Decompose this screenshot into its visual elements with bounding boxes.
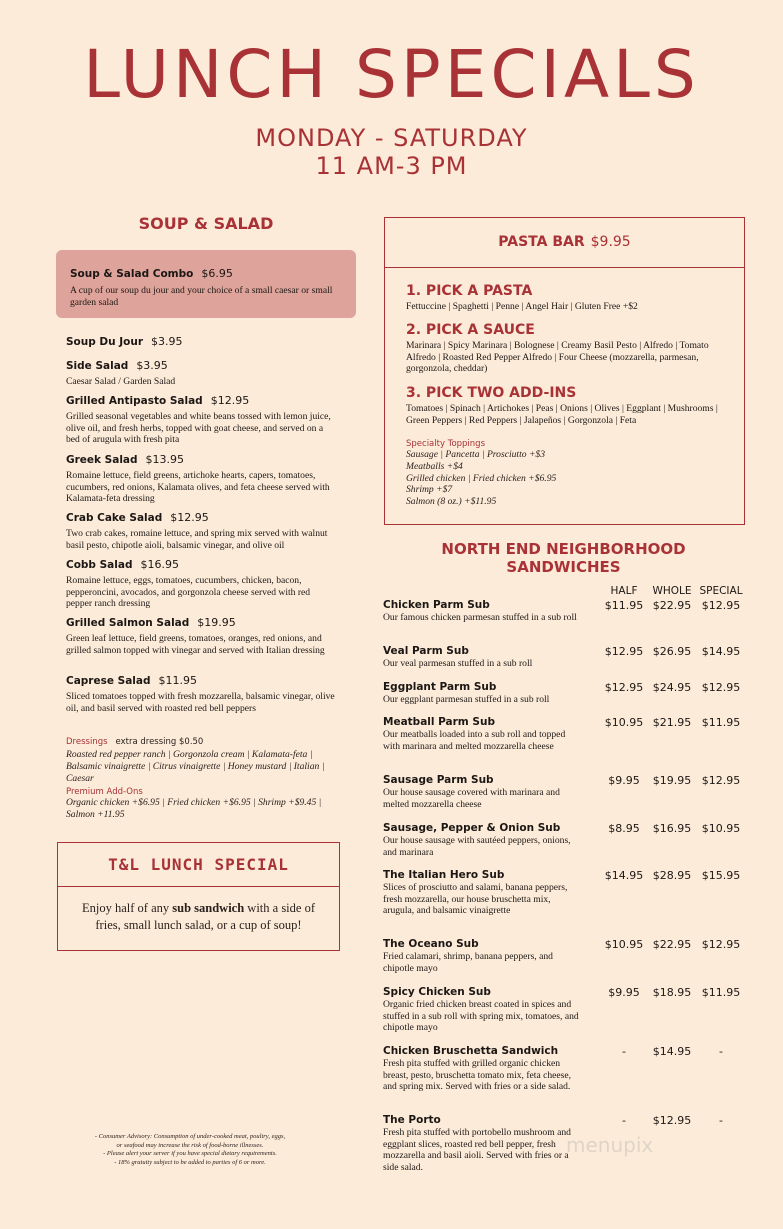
col-half: HALF: [610, 585, 638, 597]
addons-block: [66, 787, 336, 821]
price-half: -: [622, 1045, 626, 1058]
specialty-line: Meatballs +$4: [406, 460, 463, 472]
sandwich-desc: Fresh pita stuffed with portobello mushroom and eggplant slices, roasted red bell pepper, fresh mozzarella and basil aioli. Served with fries or a side salad.: [383, 1127, 571, 1173]
pasta-step: [406, 385, 726, 426]
sandwich-desc: Our famous chicken parmesan stuffed in a sub roll: [383, 612, 577, 623]
sandwich-name: Sausage, Pepper & Onion Sub: [383, 822, 561, 834]
price-half: $14.95: [604, 869, 644, 882]
sandwich-item: [383, 869, 583, 917]
dressings-list: Roasted red pepper ranch | Gorgonzola cream | Kalamata-feta | Balsamic vinaigrette | Citrus vinaigrette | Honey mustard | Italian | Caesar: [66, 749, 325, 784]
price-special: $12.95: [701, 938, 741, 951]
menu-item: [66, 391, 336, 446]
price-whole: $22.95: [652, 599, 692, 612]
tl-divider: [58, 886, 339, 887]
advisory-line: - 18% gratuity subject to be added to parties of 6 or more.: [114, 1158, 266, 1166]
price-special: $11.95: [701, 986, 741, 999]
item-desc: Romaine lettuce, field greens, artichoke hearts, capers, tomatoes, cucumbers, red onions, Kalamata olives, and feta cheese served with Kalamata-feta dressing: [66, 470, 330, 505]
sandwich-desc: Organic fried chicken breast coated in spices and stuffed in a sub roll with spring mix, tomatoes, and chipotle mayo: [383, 999, 579, 1034]
price-whole: $16.95: [652, 822, 692, 835]
item-desc: Caesar Salad / Garden Salad: [66, 376, 176, 387]
sandwich-desc: Our meatballs loaded into a sub roll and topped with marinara and melted mozzarella cheese: [383, 729, 566, 752]
price-half: $12.95: [604, 645, 644, 658]
combo-item: [70, 264, 350, 308]
sandwich-name: Eggplant Parm Sub: [383, 681, 497, 693]
price-half: $10.95: [604, 716, 644, 729]
advisory-line: - Consumer Advisory: Consumption of under-cooked meat, poultry, eggs,: [94, 1133, 286, 1140]
price-whole: $26.95: [652, 645, 692, 658]
sandwich-item: [383, 938, 583, 974]
pasta-step: [406, 322, 726, 375]
tl-text-after: with a side of fries, small lunch salad, or a cup of soup!: [95, 901, 315, 932]
price-whole: $19.95: [652, 774, 692, 787]
item-price: $12.95: [170, 511, 209, 524]
watermark: menupix: [566, 1133, 654, 1157]
pasta-divider: [385, 267, 744, 268]
tl-special-heading: T&L LUNCH SPECIAL: [108, 855, 289, 874]
sandwich-item: [383, 986, 583, 1034]
price-special: $12.95: [701, 774, 741, 787]
price-special: $14.95: [701, 645, 741, 658]
price-special: $15.95: [701, 869, 741, 882]
price-half: $11.95: [604, 599, 644, 612]
price-special: $12.95: [701, 599, 741, 612]
sandwich-item: [383, 774, 583, 810]
price-half: $12.95: [604, 681, 644, 694]
price-special: $10.95: [701, 822, 741, 835]
soup-salad-heading: SOUP & SALAD: [138, 214, 274, 233]
sandwich-desc: Our house sausage with sautéed peppers, onions, and marinara: [383, 835, 571, 858]
item-name: Caprese Salad: [66, 675, 151, 687]
item-price: $13.95: [145, 453, 185, 466]
price-half: $9.95: [608, 986, 640, 999]
pasta-step-title: 1. PICK A PASTA: [406, 283, 533, 299]
item-name: Grilled Salmon Salad: [66, 617, 190, 629]
combo-desc: A cup of our soup du jour and your choice of a small caesar or small garden salad: [70, 285, 333, 308]
tl-special-text: [72, 900, 325, 934]
col-special: SPECIAL: [699, 585, 743, 597]
price-special: $11.95: [701, 716, 741, 729]
pasta-bar-header: [385, 233, 744, 251]
hours-subtitle: 11 AM-3 PM: [315, 152, 468, 180]
item-name: Cobb Salad: [66, 559, 133, 571]
item-price: $3.95: [136, 359, 168, 372]
item-price: $12.95: [210, 394, 250, 407]
sandwich-item: [383, 1114, 583, 1173]
price-half: $10.95: [604, 938, 644, 951]
sandwich-name: The Italian Hero Sub: [383, 869, 505, 881]
sandwich-name: Chicken Parm Sub: [383, 599, 490, 611]
pasta-bar-box: [384, 217, 745, 525]
menu-item: [66, 555, 336, 610]
item-desc: Two crab cakes, romaine lettuce, and spring mix served with walnut basil pesto, chipotle aioli, balsamic vinegar, and olive oil: [66, 528, 328, 551]
pasta-step: [406, 283, 726, 313]
sandwich-item: [383, 716, 583, 752]
price-whole: $28.95: [652, 869, 692, 882]
advisory-line: or seafood may increase the risk of food-borne illnesses.: [116, 1141, 264, 1149]
specialty-line: Shrimp +$7: [406, 484, 453, 496]
price-whole: $12.95: [652, 1114, 692, 1127]
item-price: $16.95: [140, 558, 179, 571]
item-desc: Romaine lettuce, eggs, tomatoes, cucumbers, chicken, bacon, pepperoncini, avocados, and gorgonzola cheese served with red pepper ranch dressing: [66, 575, 311, 610]
sandwich-name: Sausage Parm Sub: [383, 774, 494, 786]
specialty-line: Grilled chicken | Fried chicken +$6.95: [406, 472, 557, 484]
advisory-line: - Please alert your server if you have special dietary requirements.: [103, 1150, 277, 1158]
addons-list: Organic chicken +$6.95 | Fried chicken +$6.95 | Shrimp +$9.45 | Salmon +11.95: [66, 797, 322, 820]
price-half: -: [622, 1114, 626, 1127]
price-whole: $22.95: [652, 938, 692, 951]
tl-text-before: Enjoy half of any: [81, 901, 173, 915]
days-subtitle: MONDAY - SATURDAY: [255, 124, 528, 152]
page-title: LUNCH SPECIALS: [83, 36, 700, 113]
sandwich-desc: Slices of prosciutto and salami, banana peppers, fresh mozzarella, our house bruschetta mix, arugula, and balsamic vinaigrette: [383, 882, 568, 917]
sandwiches-heading: NORTH END NEIGHBORHOOD SANDWICHES: [441, 540, 686, 576]
sandwich-desc: Our veal parmesan stuffed in a sub roll: [383, 658, 533, 669]
sandwich-item: [383, 822, 583, 858]
price-whole: $21.95: [652, 716, 692, 729]
specialty-toppings: [406, 439, 726, 508]
sandwich-name: The Oceano Sub: [383, 938, 479, 950]
item-name: Grilled Antipasto Salad: [66, 395, 203, 407]
pasta-step-desc: Marinara | Spicy Marinara | Bolognese | Creamy Basil Pesto | Alfredo | Tomato Alfredo | Roasted Red Pepper Alfredo | Four Cheese (mozzarella, parmesan, gorgonzola, cheddar): [406, 340, 709, 375]
menu-item: [66, 332, 336, 350]
item-desc: Green leaf lettuce, field greens, tomatoes, oranges, red onions, and grilled salmon topped with vinegar and served with Italian dressing: [66, 633, 325, 656]
price-half: $9.95: [608, 774, 640, 787]
pasta-step-title: 3. PICK TWO ADD-INS: [406, 385, 577, 401]
consumer-advisory: [70, 1133, 310, 1167]
sandwich-name: Spicy Chicken Sub: [383, 986, 491, 998]
pasta-step-title: 2. PICK A SAUCE: [406, 322, 535, 338]
combo-price: $6.95: [201, 267, 233, 280]
menu-item: [66, 508, 336, 551]
item-price: $3.95: [151, 335, 183, 348]
specialty-label: Specialty Toppings: [406, 439, 486, 449]
sandwich-item: [383, 681, 583, 706]
dressings-label: Dressings: [66, 737, 108, 747]
item-name: Soup Du Jour: [66, 336, 144, 348]
sandwich-name: Chicken Bruschetta Sandwich: [383, 1045, 559, 1057]
price-special: $12.95: [701, 681, 741, 694]
tl-special-box: [57, 842, 340, 951]
dressings-block: [66, 731, 336, 784]
sandwich-desc: Fried calamari, shrimp, banana peppers, and chipotle mayo: [383, 951, 553, 974]
item-price: $19.95: [197, 616, 236, 629]
price-whole: $14.95: [652, 1045, 692, 1058]
price-whole: $24.95: [652, 681, 692, 694]
combo-name: Soup & Salad Combo: [70, 268, 194, 280]
price-special: -: [719, 1114, 723, 1127]
sandwich-name: Veal Parm Sub: [383, 645, 469, 657]
specialty-line: Salmon (8 oz.) +$11.95: [406, 496, 497, 508]
menu-item: [66, 671, 336, 714]
pasta-step-desc: Tomatoes | Spinach | Artichokes | Peas | Onions | Olives | Eggplant | Mushrooms | Green Peppers | Red Peppers | Jalapeños | Gorgonzola | Feta: [406, 403, 718, 426]
menu-item: [66, 356, 336, 388]
item-name: Greek Salad: [66, 454, 138, 466]
col-whole: WHOLE: [652, 585, 692, 597]
specialty-line: Sausage | Pancetta | Prosciutto +$3: [406, 449, 546, 460]
dressings-extra: extra dressing $0.50: [115, 737, 204, 747]
menu-item: [66, 613, 336, 656]
pasta-step-desc: Fettuccine | Spaghetti | Penne | Angel Hair | Gluten Free +$2: [406, 301, 638, 312]
price-special: -: [719, 1045, 723, 1058]
item-name: Side Salad: [66, 360, 129, 372]
sandwich-desc: Fresh pita stuffed with grilled organic chicken breast, pesto, bruschetta tomato mix, feta cheese, and spring mix. Served with fries or a side salad.: [383, 1058, 572, 1093]
pasta-bar-price: $9.95: [590, 234, 631, 250]
sandwich-desc: Our eggplant parmesan stuffed in a sub roll: [383, 694, 550, 705]
sandwich-desc: Our house sausage covered with marinara and melted mozzarella cheese: [383, 787, 560, 810]
price-whole: $18.95: [652, 986, 692, 999]
item-desc: Grilled seasonal vegetables and white beans tossed with lemon juice, olive oil, and fresh herbs, topped with goat cheese, and served on a bed of arugula with fresh pita: [66, 411, 331, 446]
addons-label: Premium Add-Ons: [66, 787, 143, 797]
sandwich-item: [383, 599, 583, 624]
tl-text-bold: sub sandwich: [172, 901, 245, 915]
item-desc: Sliced tomatoes topped with fresh mozzarella, balsamic vinegar, olive oil, and basil served with roasted red bell peppers: [66, 691, 335, 714]
sandwich-item: [383, 645, 583, 670]
item-price: $11.95: [158, 674, 197, 687]
item-name: Crab Cake Salad: [66, 512, 163, 524]
menu-item: [66, 450, 336, 505]
price-half: $8.95: [608, 822, 640, 835]
pasta-bar-heading: PASTA BAR: [498, 234, 585, 250]
sandwich-name: The Porto: [383, 1114, 441, 1126]
sandwich-item: [383, 1045, 583, 1093]
sandwich-name: Meatball Parm Sub: [383, 716, 495, 728]
